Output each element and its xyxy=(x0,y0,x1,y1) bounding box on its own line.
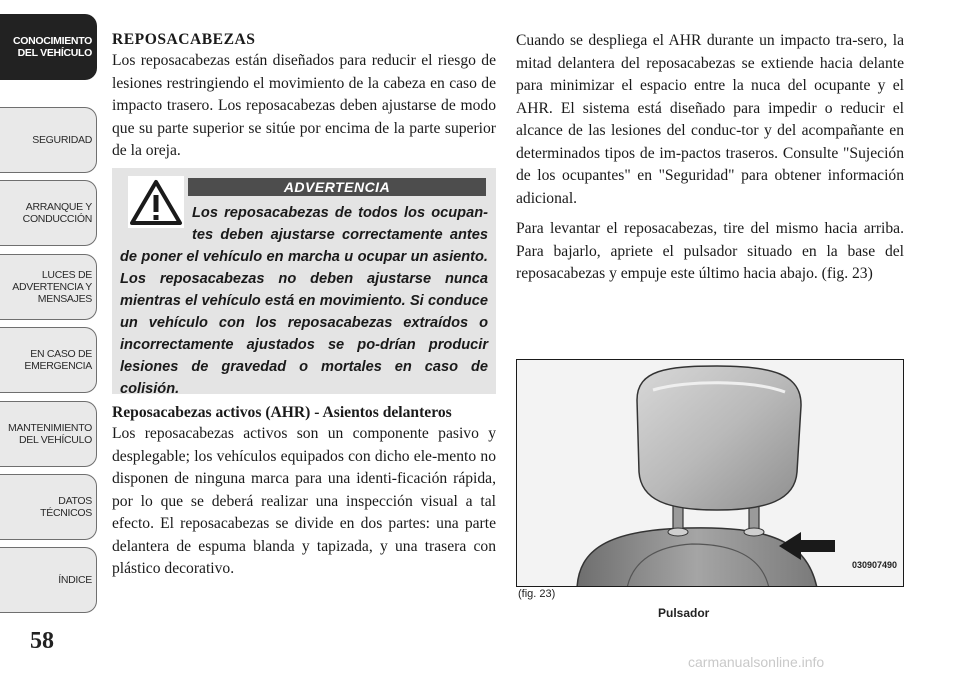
tab-luces-de-advertencia[interactable]: LUCES DE ADVERTENCIA Y MENSAJES xyxy=(0,254,97,320)
subsection-heading: Reposacabezas activos (AHR) - Asientos delanteros xyxy=(112,404,452,421)
tab-conocimiento-del-vehiculo[interactable]: CONOCIMIENTO DEL VEHÍCULO xyxy=(0,14,97,80)
warning-title: ADVERTENCIA xyxy=(188,178,486,196)
figure-label: Pulsador xyxy=(658,606,710,620)
figure-code: 030907490 xyxy=(851,560,897,570)
left-column-ahr xyxy=(112,402,496,581)
ahr-deploy-paragraph: Cuando se despliega el AHR durante un impacto tra-sero, la mitad delantera del reposacabezas se extiende hacia delante para minimizar el espacio entre la nuca del ocupante y el AHR. El sistema está diseñado para impedir o reducir el alcance de las lesiones del conduc-tor y del acompañante en determinados tipos de im-pactos traseros. Consulte "Sujeción de los ocupantes" en "Seguridad" para obtener información adicional. xyxy=(516,32,904,207)
ahr-body-paragraph: Los reposacabezas activos son un componente pasivo y desplegable; los vehículos equipados con dicho ele-mento no disponen de ninguna marca para una identi-ficación rápida, por lo que se deberá realizar una inspección visual a tal efecto. El reposacabezas se divide en dos partes: una parte delantera de espuma blanda y tapizada, y una trasera con plástico decorativo. xyxy=(112,425,496,577)
figure-caption: (fig. 23) xyxy=(518,588,556,600)
headrest-figure xyxy=(516,359,904,587)
tab-seguridad[interactable]: SEGURIDAD xyxy=(0,107,97,173)
section-heading: REPOSACABEZAS xyxy=(112,31,256,48)
tab-arranque-y-conduccion[interactable]: ARRANQUE Y CONDUCCIÓN xyxy=(0,180,97,246)
left-column-intro xyxy=(112,30,496,163)
tab-indice[interactable]: ÍNDICE xyxy=(0,547,97,613)
headrest-illustration xyxy=(517,360,904,587)
watermark: carmanualsonline.info xyxy=(688,654,825,670)
tab-en-caso-de-emergencia[interactable]: EN CASO DE EMERGENCIA xyxy=(0,327,97,393)
tab-datos-tecnicos[interactable]: DATOS TÉCNICOS xyxy=(0,474,97,540)
right-column xyxy=(516,30,904,286)
tab-mantenimiento-del-vehiculo[interactable]: MANTENIMIENTO DEL VEHÍCULO xyxy=(0,401,97,467)
warning-text: Los reposacabezas de todos los ocupan-tes deben ajustarse correctamente antes de poner el vehículo en marcha u ocupar un asiento. Los reposacabezas no deben ajustarse nunca mientras el vehículo está en movimiento. Si conduce un vehículo con los reposacabezas extraídos o incorrectamente ajustados se po-drían producir lesiones de gravedad o mortales en caso de colisión. xyxy=(120,205,488,397)
intro-paragraph: Los reposacabezas están diseñados para reducir el riesgo de lesiones restringiendo el movimiento de la cabeza en caso de impacto trasero. Los reposacabezas deben ajustarse de modo que su parte superior se sitúe por encima de la parte superior de la oreja. xyxy=(112,52,496,159)
warning-box xyxy=(112,168,496,397)
ahr-adjust-paragraph: Para levantar el reposacabezas, tire del mismo hacia arriba. Para bajarlo, apriete el pulsador situado en la base del reposacabezas y empuje este último hacia abajo. (fig. 23) xyxy=(516,220,904,282)
page-number: 58 xyxy=(30,628,54,654)
